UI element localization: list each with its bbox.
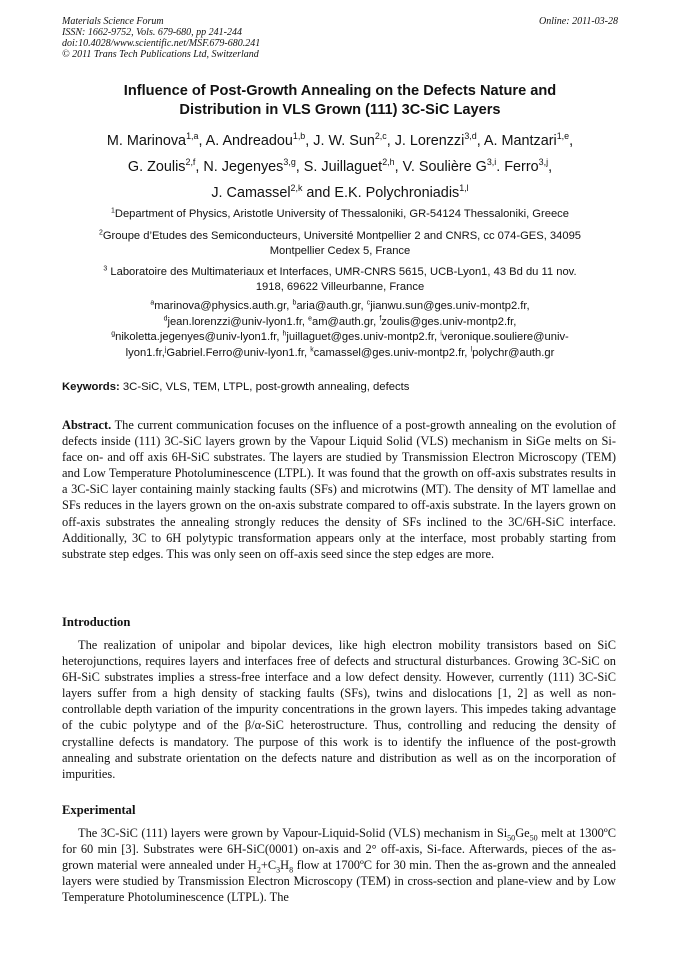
email-line-2 bbox=[62, 315, 618, 331]
email-mark: e bbox=[308, 314, 313, 322]
email[interactable]: jianwu.sun@ges.univ-montp2.fr, bbox=[370, 300, 530, 312]
author-name: J. Camassel bbox=[211, 185, 291, 201]
author-name: and E.K. Polychroniadis bbox=[302, 185, 460, 201]
journal-issn: ISSN: 1662-9752, Vols. 679-680, pp 241-244 bbox=[62, 27, 242, 38]
journal-copyright: © 2011 Trans Tech Publications Ltd, Switzerland bbox=[62, 49, 259, 60]
subscript: 50 bbox=[529, 833, 538, 843]
email-mark: d bbox=[163, 314, 168, 322]
email-mark: c bbox=[366, 299, 371, 307]
email[interactable]: polychr@auth.gr bbox=[472, 346, 555, 359]
author-list bbox=[62, 128, 618, 206]
email-mark: a bbox=[150, 299, 155, 307]
email[interactable]: nikoletta.jegenyes@univ-lyon1.fr, bbox=[115, 331, 283, 343]
paper-title bbox=[62, 82, 618, 120]
affiliation-2 bbox=[62, 229, 618, 259]
author-mark: 2,c bbox=[374, 131, 387, 142]
author-mark: 3,j bbox=[538, 157, 549, 168]
journal-doi: doi:10.4028/www.scientific.net/MSF.679-680.241 bbox=[62, 38, 261, 49]
affiliation-line bbox=[62, 265, 618, 280]
author-name: , N. Jegenyes bbox=[195, 159, 284, 175]
affiliation-3 bbox=[62, 265, 618, 295]
email[interactable]: aria@auth.gr, bbox=[296, 300, 367, 312]
email[interactable]: marinova@physics.auth.gr, bbox=[154, 300, 293, 312]
affiliation-text: Department of Physics, Aristotle University of Thessaloniki, GR-54124 Thessaloniki, Greece bbox=[114, 208, 569, 220]
author-mark: 3,d bbox=[464, 131, 477, 142]
author-mark: 1,l bbox=[459, 183, 469, 194]
author-name: M. Marinova bbox=[106, 133, 187, 149]
experimental-heading: Experimental bbox=[62, 803, 136, 817]
text-run: H bbox=[280, 858, 290, 873]
author-mark: 1,a bbox=[186, 131, 199, 142]
title-line-2: Distribution in VLS Grown (111) 3C-SiC Layers bbox=[179, 102, 501, 118]
title-line-1: Influence of Post-Growth Annealing on the Defects Nature and bbox=[123, 83, 557, 99]
author-mark: 2,f bbox=[185, 157, 196, 168]
email[interactable]: camassel@ges.univ-montp2.fr, bbox=[313, 346, 471, 359]
email[interactable]: juillaguet@ges.univ-montp2.fr, bbox=[286, 331, 441, 343]
author-mark: 2,h bbox=[382, 157, 395, 168]
keywords-label: Keywords: bbox=[62, 381, 120, 393]
author-mark: 1,b bbox=[292, 131, 306, 142]
email-mark: k bbox=[310, 345, 314, 353]
abstract-label: Abstract. bbox=[62, 418, 112, 432]
author-line-1: M. Marinova$^{1,a}$, A. Andreadou$^{1,b}$, J. W. Sun$^{2,c}$, J. Lorenzzi$^{3,d}$, A. Mantzari$^{1,e}$, bbox=[106, 131, 574, 149]
email[interactable]: veronique.souliere@univ- bbox=[441, 331, 569, 343]
email[interactable]: zoulis@ges.univ-montp2.fr, bbox=[381, 315, 517, 328]
affiliation-text: Groupe d’Etudes des Semiconducteurs, Université Montpellier 2 and CNRS, cc 074-GES, 34095 bbox=[102, 230, 582, 242]
author-name: , A. Andreadou bbox=[198, 133, 293, 149]
author-separator: , bbox=[548, 159, 553, 175]
author-name: G. Zoulis bbox=[127, 159, 186, 175]
affiliation-text: Laboratoire des Multimateriaux et Interfaces, UMR-CNRS 5615, UCB-Lyon1, 43 Bd du 11 nov. bbox=[107, 266, 577, 278]
author-mark: 2,k bbox=[290, 183, 303, 194]
introduction-text: The realization of unipolar and bipolar devices, like high electron mobility transistors based on SiC heterojunctions, requires layers and interfaces free of defects and structural disturbances. Growing 3C-SiC on 6H-SiC substrates implies a stress-free interface and a low defect density. However, currently (111) 3C-SiC layers suffer from a high density of stacking faults (SFs), twins and dislocations [1, 2] as well as non-controllable depth variation of the impurity concentrations in the grown layers. This impedes taking advantage of the cubic polytype and of the β/α-SiC heterostructure. Thus, controlling and reducing the density of crystalline defects is mandatory. The purpose of this work is to identify the influence of the post-growth annealing and substrate orientation on the defects nature and distribution as well as on the incorporation of impurities. bbox=[62, 638, 616, 781]
author-mark: 1,e bbox=[556, 131, 570, 142]
author-line-3 bbox=[62, 180, 618, 206]
affiliation-1 bbox=[62, 207, 618, 222]
author-name: . Ferro bbox=[496, 159, 539, 175]
email-mark: j bbox=[164, 345, 167, 353]
text-run: The 3C-SiC (111) layers were grown by Vapour-Liquid-Solid (VLS) mechanism in Si bbox=[78, 826, 508, 840]
email-line-3 bbox=[62, 330, 618, 346]
author-name: , S. Juillaguet bbox=[295, 159, 383, 175]
email[interactable]: am@auth.gr, bbox=[312, 315, 380, 328]
abstract bbox=[62, 417, 616, 562]
text-run: +C bbox=[260, 858, 277, 873]
subscript: 3 bbox=[276, 865, 281, 875]
author-name: , J. Lorenzzi bbox=[386, 133, 465, 149]
author-name: , A. Mantzari bbox=[476, 133, 557, 149]
introduction-heading: Introduction bbox=[62, 615, 131, 629]
subscript: 2 bbox=[256, 865, 261, 875]
journal-header bbox=[62, 16, 618, 60]
email-mark: i bbox=[440, 330, 442, 338]
email-mark: g bbox=[111, 330, 116, 338]
author-name: , J. W. Sun bbox=[305, 133, 375, 149]
journal-name: Materials Science Forum bbox=[62, 16, 164, 27]
email-mark: l bbox=[470, 345, 473, 353]
affiliation-line: Montpellier Cedex 5, France bbox=[269, 245, 411, 257]
affiliation-number: 2 bbox=[98, 229, 103, 237]
keywords bbox=[62, 380, 618, 394]
abstract-text: The current communication focuses on the influence of a post-growth annealing on the evolution of defects inside (111) 3C-SiC layers grown by the Vapour Liquid Solid (VLS) mechanism in SiGe melts on Si-face on- and off axis 6H-SiC substrates. The layers are studied by Transmission Electron Microscopy (TEM) and Low Temperature Photoluminescence (LTPL). It was found that the growth on off-axis substrates results in a 3C-SiC layer containing mainly stacking faults (SFs) and microtwins (MT). The density of MT lamellae and SFs reduces in the layers grown on the on-axis substrate compared to off-axis substrate. In the layers grown on off-axis substrates the annealing strongly reduces the density of SFs inclined to the 3C/6H-SiC interface. Additionally, 3C to 6H polytypic transformation appears only at the interface, most probably starting from substrate step edges. This was only seen on off-axis seed since the step edges are more. bbox=[62, 418, 616, 561]
email-line-1 bbox=[62, 299, 618, 315]
author-mark: 3,i bbox=[486, 157, 497, 168]
affiliation-line: 1918, 69622 Villeurbanne, France bbox=[255, 281, 425, 293]
email-mark: f bbox=[379, 314, 382, 322]
text-run: Ge bbox=[515, 826, 530, 840]
online-date: Online: 2011-03-28 bbox=[539, 16, 618, 27]
text-run: melt at 1300ºC for 60 min [3]. Substrates were 6H-SiC(0001) on-axis and 2° off-axis, Si-face. Afterwards, pieces of the as-grown material were annealed under H bbox=[62, 826, 616, 873]
email[interactable]: Gabriel.Ferro@univ-lyon1.fr, bbox=[166, 346, 311, 359]
email-list bbox=[62, 299, 618, 361]
experimental-text bbox=[62, 825, 616, 905]
keywords-text: 3C-SiC, VLS, TEM, LTPL, post-growth annealing, defects bbox=[119, 381, 410, 393]
author-name: , V. Soulière G bbox=[394, 159, 487, 175]
email-mark: b bbox=[292, 299, 297, 307]
affiliation-number: 1 bbox=[111, 207, 115, 215]
affiliation-number: 3 bbox=[103, 265, 108, 273]
subscript: 50 bbox=[507, 833, 516, 843]
affiliation-line bbox=[62, 229, 618, 244]
email[interactable]: lyon1.fr, bbox=[125, 346, 165, 359]
subscript: 8 bbox=[289, 865, 294, 875]
author-line-2 bbox=[62, 154, 618, 180]
author-mark: 3,g bbox=[283, 157, 296, 168]
email[interactable]: jean.lorenzzi@univ-lyon1.fr, bbox=[167, 315, 309, 328]
email-line-4 bbox=[62, 346, 618, 362]
email-mark: h bbox=[282, 330, 287, 338]
text-run: flow at 1700ºC for 30 min. Then the as-grown and the annealed layers were studied by Transmission Electron Microscopy (TEM) in cross-section and plane-view and by Low Temperature Photoluminescence (LTPL). The bbox=[62, 858, 616, 905]
